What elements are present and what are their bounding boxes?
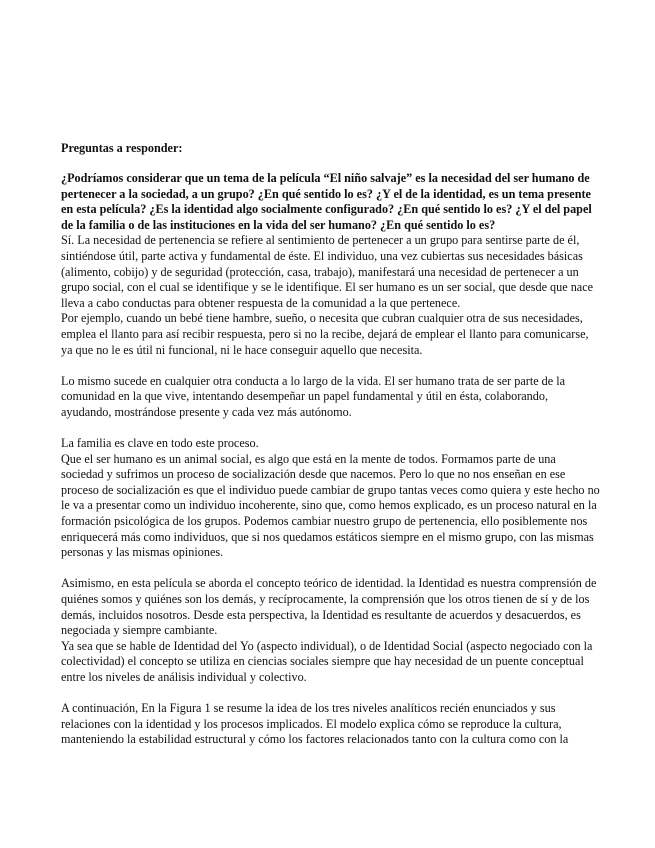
question-text: ¿Podríamos considerar que un tema de la película “El niño salvaje” es la necesidad del ser humano de pertenecer a la sociedad, a un grupo? ¿En qué sentido lo es? ¿Y el de la identidad, es un tema presente en esta película? ¿Es la identidad algo socialmente configurado? ¿En qué sentido lo es? ¿Y el del papel de la familia o de las instituciones en la vida del ser humano? ¿En qué sentido lo es? bbox=[61, 171, 592, 232]
paragraph-identidad: Asimismo, en esta película se aborda el concepto teórico de identidad. la Identidad es nuestra comprensión de quiénes somos y quiénes son los demás, y recíprocamente, la comprensión que los otros tienen de sí y de los demás, incluidos nosotros. Desde esta perspectiva, la Identidad es resultante de acuerdos y desacuerdos, es negociada y siempre cambiante. bbox=[61, 576, 597, 638]
paragraph-conducta: Lo mismo sucede en cualquier otra conducta a lo largo de la vida. El ser humano trata de ser parte de la comunidad en la que vive, intentando desempeñar un papel fundamental y útil en ésta, colaborando, ayudando, mostrándose presente y cada vez más autónomo. bbox=[61, 373, 566, 419]
paragraph-figura: A continuación, En la Figura 1 se resume la idea de los tres niveles analíticos recién enunciados y sus relaciones con la identidad y los procesos implicados. El modelo explica cómo se reproduce la cultura, manteniendo la estabilidad estructural y cómo los factores relacionados tanto con la cultura como con la bbox=[61, 701, 569, 747]
section-heading: Preguntas a responder: bbox=[61, 141, 183, 155]
paragraph-pertenencia: Sí. La necesidad de pertenencia se refiere al sentimiento de pertenecer a un grupo para sentirse parte de él, sintiéndose útil, parte activa y fundamental de éste. El individuo, una vez cubiertas sus necesidades básicas (alimento, cobijo) y de seguridad (protección, casa, trabajo), manifestará una necesidad de pertenecer a un grupo social, con el cual se identifique y se le identifique. El ser humano es un ser social, que desde que nace lleva a cabo conductas para obtener respuesta de la comunidad a la que pertenece. bbox=[61, 233, 594, 310]
paragraph-ejemplo-bebe: Por ejemplo, cuando un bebé tiene hambre, sueño, o necesita que cubran cualquier otra de sus necesidades, emplea el llanto para así recibir respuesta, pero si no la recibe, dejará de emplear el llanto para comunicarse, ya que no le es útil ni funcional, ni le hace conseguir aquello que necesita. bbox=[61, 311, 589, 357]
paragraph-familia: La familia es clave en todo este proceso. bbox=[61, 436, 259, 451]
document-body bbox=[61, 141, 601, 748]
paragraph-identidad-yo: Ya sea que se hable de Identidad del Yo (aspecto individual), o de Identidad Social (aspecto negociado con la colectividad) el concepto se utiliza en ciencias sociales siempre que hay necesidad de un puente conceptual entre los niveles de análisis individual y colectivo. bbox=[61, 638, 593, 684]
paragraph-animal-social: Que el ser humano es un animal social, es algo que está en la mente de todos. Formamos parte de una sociedad y sufrimos un proceso de socialización desde que nacemos. Pero lo que no nos enseñan en ese proceso de socialización es que el individuo puede cambiar de grupo tantas veces como quiera y este hecho no le va a presentar como un individuo incoherente, sino que, como hemos explicado, es un proceso natural en la formación psicológica de los grupos. Podemos cambiar nuestro grupo de pertenencia, ello posiblemente nos enriquecerá más como individuos, que si nos quedamos estáticos siempre en el mismo grupo, con las mismas personas y las mismas opiniones. bbox=[61, 451, 600, 560]
